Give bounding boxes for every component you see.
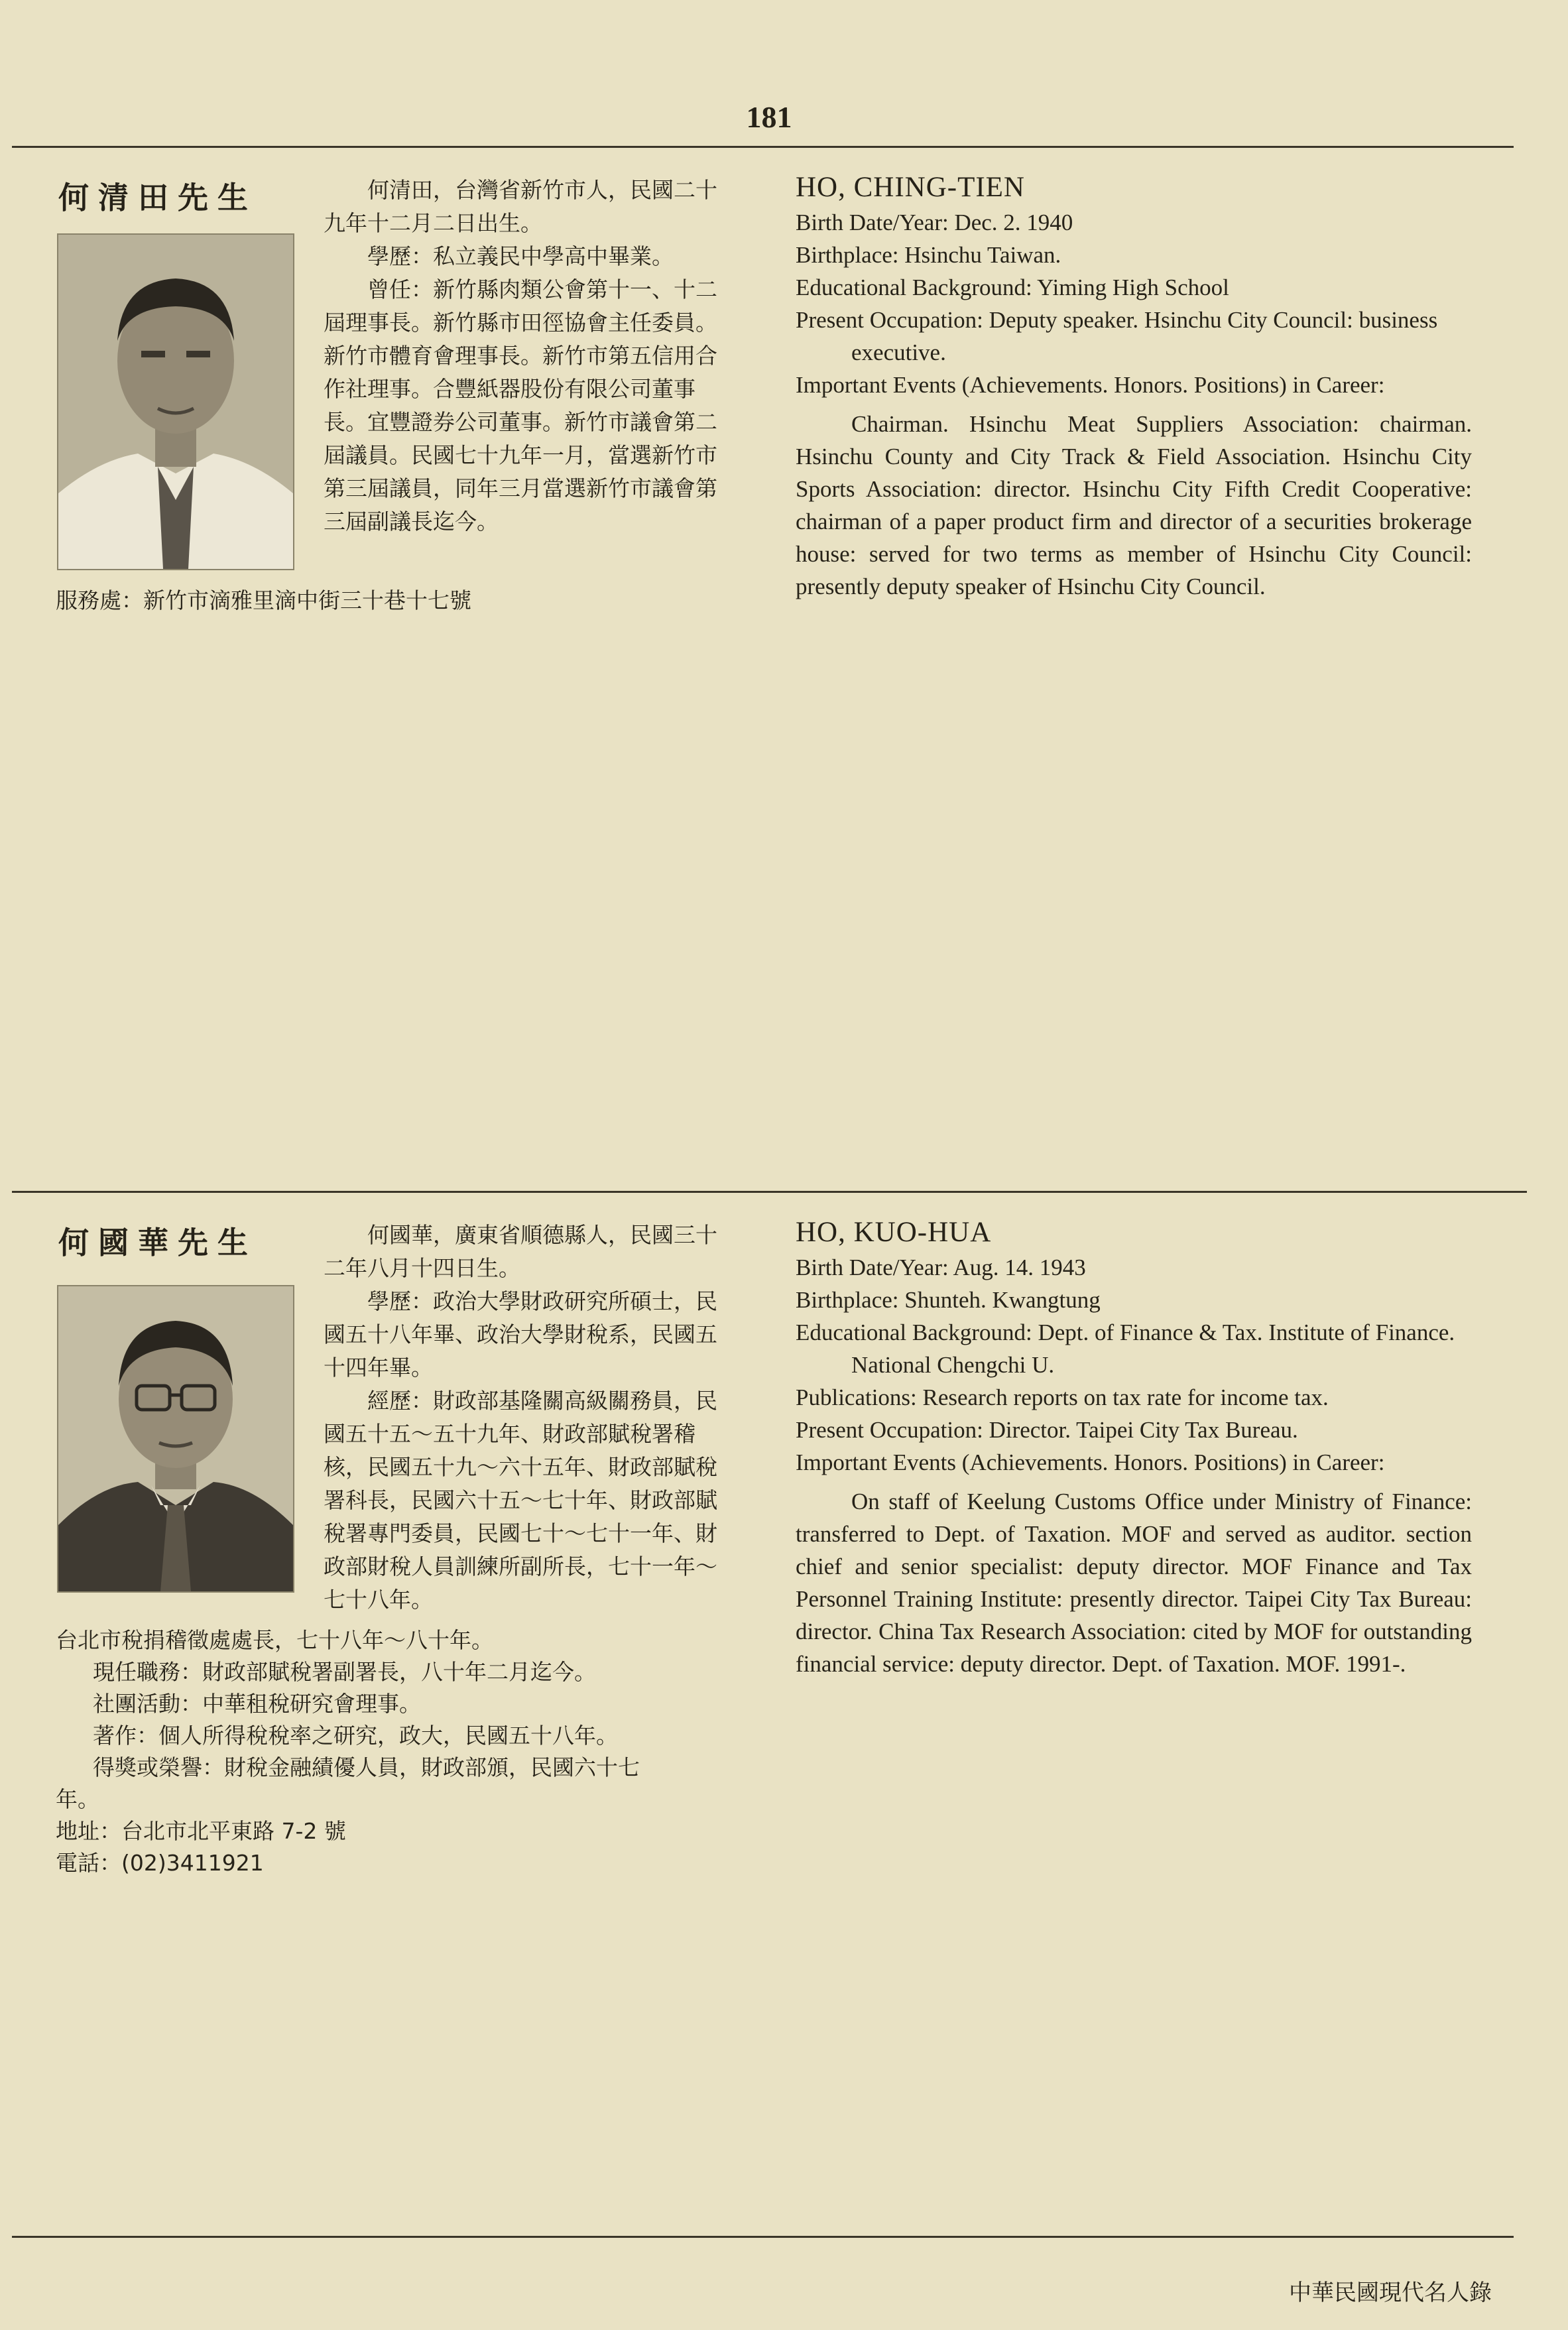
en-birth: Birth Date/Year: Dec. 2. 1940 <box>796 210 1073 235</box>
bio-en <box>796 171 1472 603</box>
en-birth: Birth Date/Year: Aug. 14. 1943 <box>796 1255 1086 1280</box>
en-events: On staff of Keelung Customs Office under Ministry of Finance: transferred to Dept. of Taxation. MOF and served as auditor. section chief and senior specialist: deputy director. MOF Finance and Tax Personnel Training Institute: presently director. Taipei City Tax Bureau: director. China Tax Research Association: cited by MOF for outstanding financial service: deputy director. Dept. of Taxation. MOF. 1991-. <box>796 1489 1472 1677</box>
phone: 電話：(02)3411921 <box>56 1850 264 1876</box>
entry-name-cn: 何國華先生 <box>58 1225 257 1260</box>
portrait-photo <box>57 1285 294 1593</box>
current-position: 現任職務：財政部賦稅署副署長，八十年二月迄今。 <box>93 1659 596 1685</box>
en-occupation: Present Occupation: Director. Taipei City Tax Bureau. <box>796 1417 1298 1443</box>
bio-en <box>796 1216 1472 1680</box>
en-events: Chairman. Hsinchu Meat Suppliers Association: chairman. Hsinchu County and City Track & Field Association. Hsinchu City Sports Association: director. Hsinchu City Fifth Credit Cooperative: chairman of a paper product firm and director of a securities brokerage house: served for two terms as member of Hsinchu City Council: presently deputy speaker of Hsinchu City Council. <box>796 411 1472 599</box>
address: 地址：台北市北平東路 7-2 號 <box>56 1818 346 1844</box>
portrait-illustration <box>58 1286 293 1591</box>
bio-cn <box>324 1219 732 1617</box>
en-birthplace: Birthplace: Hsinchu Taiwan. <box>796 242 1061 268</box>
en-birthplace: Birthplace: Shunteh. Kwangtung <box>796 1287 1101 1313</box>
bio-cn-intro: 何清田，台灣省新竹市人，民國二十九年十二月二日出生。 <box>324 177 717 236</box>
bio-cn-intro: 何國華，廣東省順德縣人，民國三十二年八月十四日生。 <box>324 1222 717 1281</box>
bio-cn-education: 學歷：政治大學財政研究所碩士，民國五十八年畢、政治大學財稅系，民國五十四年畢。 <box>324 1288 717 1380</box>
bottom-rule <box>12 2236 1514 2238</box>
en-occupation: Present Occupation: Deputy speaker. Hsinchu City Council: business executive. <box>796 307 1438 365</box>
en-publications: Publications: Research reports on tax rate for income tax. <box>796 1384 1329 1410</box>
top-rule <box>12 146 1514 148</box>
bio-cn-career: 曾任：新竹縣肉類公會第十一、十二屆理事長。新竹縣市田徑協會主任委員。新竹市體育會理事長。新竹市第五信用合作社理事。合豐紙器股份有限公司董事長。宜豐證券公司董事。新竹市議會第二屆議員。民國七十九年一月，當選新竹市第三屆議員，同年三月當選新竹市議會第三屆副議長迄今。 <box>324 276 717 534</box>
awards-honors: 得獎或榮譽：財稅金融績優人員，財政部頒，民國六十七 <box>93 1754 640 1780</box>
office-address: 服務處：新竹市滴雅里滴中街三十巷十七號 <box>56 587 471 613</box>
en-events-label: Important Events (Achievements. Honors. Positions) in Career: <box>796 372 1385 398</box>
publications-cn: 著作：個人所得稅稅率之研究，政大，民國五十八年。 <box>93 1723 618 1748</box>
bio-cn-tail <box>56 1625 739 1879</box>
entry-name-cn: 何清田先生 <box>58 180 257 215</box>
bio-cn-tail <box>56 585 739 617</box>
footer-title: 中華民國現代名人錄 <box>1289 2280 1492 2306</box>
en-education: Educational Background: Dept. of Finance & Tax. Institute of Finance. National Chengchi U. <box>796 1319 1455 1378</box>
page-number: 181 <box>746 100 792 134</box>
awards-honors-continued: 年。 <box>56 1786 99 1812</box>
bio-cn-career-continued: 台北市稅捐稽徵處處長，七十八年～八十年。 <box>56 1627 493 1653</box>
bio-cn-career: 經歷：財政部基隆關高級關務員，民國五十五～五十九年、財政部賦稅署稽核，民國五十九～六十五年、財政部賦稅署科長，民國六十五～七十年、財政部賦稅署專門委員，民國七十～七十一年、財政部財稅人員訓練所副所長，七十一年～七十八年。 <box>324 1388 717 1613</box>
entry-name-en: HO, CHING-TIEN <box>796 172 1025 203</box>
en-education: Educational Background: Yiming High School <box>796 275 1229 300</box>
association-activities: 社團活動：中華租稅研究會理事。 <box>93 1691 421 1717</box>
entry-divider <box>12 1191 1527 1193</box>
portrait-photo <box>57 233 294 570</box>
bio-cn <box>324 174 732 538</box>
entry-name-en: HO, KUO-HUA <box>796 1217 992 1248</box>
portrait-illustration <box>58 235 293 569</box>
en-events-label: Important Events (Achievements. Honors. Positions) in Career: <box>796 1449 1385 1475</box>
bio-cn-education: 學歷：私立義民中學高中畢業。 <box>367 243 674 269</box>
